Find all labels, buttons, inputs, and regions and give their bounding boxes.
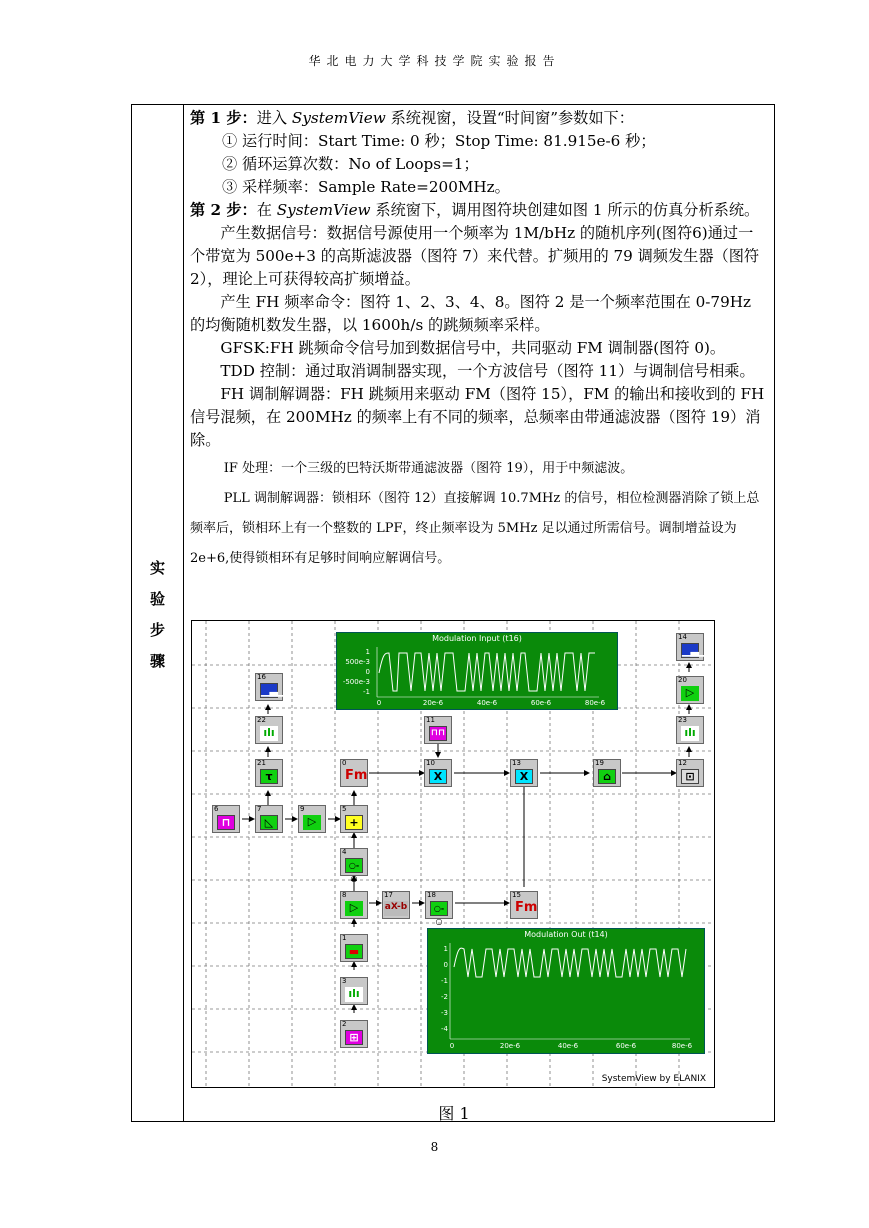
block-19-number: 19 [595,759,604,767]
modulation-out-trace [428,929,704,1053]
block-6-number: 6 [214,805,219,813]
out-ytick-4: -2 [441,993,448,1001]
block-11-square-wave[interactable] [424,716,452,744]
figure-caption: 图 1 [438,1104,470,1123]
step1-item-2: ② 循环运算次数：No of Loops=1； [222,155,479,173]
block-8-number: 8 [342,891,347,899]
block-1-number: 1 [342,934,347,942]
block-22-meter[interactable] [255,716,283,744]
out-xtick-3: 40e-6 [557,1042,579,1050]
block-7-number: 7 [257,805,262,813]
out-xtick-4: 60e-6 [615,1042,637,1050]
paragraph-pll: PLL 调制解调器：锁相环（图符 12）直接解调 10.7MHz 的信号，相位检测器消除了锁上总频率后，锁相环上有一个整数的 LPF，终止频率设为 5MHz 足以通过所需信号。调制增益设为 2e+6,使得锁相环有足够时间响应解调信号。 [190,491,760,566]
block-10-multiplier[interactable] [424,759,452,787]
out-ytick-1: 1 [443,945,448,953]
paragraph-fh-modem: FH 调制解调器：FH 跳频用来驱动 FM（图符 15），FM 的输出和接收到的 FH 信号混频，在 200MHz 的频率上有不同的频率，总频率由带通滤波器（图符 19）消除。 [190,385,765,449]
hold-icon: ○-○ [345,858,363,873]
block-23-number: 23 [678,716,687,724]
out-ytick-2: 0 [443,961,448,969]
page-header: 华北电力大学科技学院实验报告 [308,54,561,68]
block-4-hold[interactable] [340,848,368,883]
block-2-uniform[interactable] [340,1020,368,1048]
gain-icon: ▷ [345,901,363,916]
block-20-number: 20 [678,676,687,684]
in-ytick-5: -1 [363,688,370,696]
fm-icon: Fm [515,900,538,915]
block-15-fm[interactable] [510,891,538,919]
figure-credit: SystemView by ELANIX [601,1074,706,1084]
gain-icon: ▷ [303,815,321,830]
adder-icon: + [345,815,363,830]
side-label-3: 步 [149,621,165,639]
block-13-multiplier[interactable] [510,759,538,787]
block-4-number: 4 [342,848,347,856]
out-ytick-6: -4 [441,1025,448,1033]
sink-icon: ▁▃▁ [261,684,287,697]
out-xtick-2: 20e-6 [499,1042,521,1050]
modulation-input-trace [337,633,617,709]
square-wave-icon: ⊓⊓ [429,726,447,741]
block-16-sink[interactable] [255,673,287,701]
side-column [132,105,184,1121]
out-xtick-5: 80e-6 [671,1042,693,1050]
side-label-1: 实 [149,559,165,577]
block-20-gain[interactable] [676,676,704,704]
in-xtick-3: 40e-6 [476,699,498,707]
page-number: 8 [430,1140,439,1154]
paragraph-gfsk: GFSK:FH 跳频命令信号加到数据信号中，共同驱动 FM 调制器(图符 0)。 [220,339,726,357]
block-9-gain[interactable] [298,805,326,833]
random-icon: ▬ [345,944,363,959]
block-6-source[interactable] [212,805,240,833]
paragraph-if: IF 处理：一个三级的巴特沃斯带通滤波器（图符 19），用于中频滤波。 [223,461,634,476]
in-xtick-5: 80e-6 [584,699,606,707]
block-5-number: 5 [342,805,347,813]
step1-bold: 第 1 步： [190,109,257,127]
block-14-sink[interactable] [676,633,708,661]
block-0-fm[interactable] [340,759,368,787]
block-19-bandpass[interactable] [593,759,621,787]
in-xtick-2: 20e-6 [422,699,444,707]
side-label-2: 验 [149,590,165,608]
block-3-meter[interactable] [340,977,368,1005]
hold-icon: ○-○ [430,901,448,916]
block-7-filter[interactable] [255,805,283,833]
step2-bold: 第 2 步： [190,201,257,219]
block-13-number: 13 [512,759,521,767]
step2-em: SystemView [276,201,371,219]
block-14-number: 14 [678,633,687,641]
paragraph-fh-command: 产生 FH 频率命令：图符 1、2、3、4、8。图符 2 是一个频率范围在 0-79Hz 的均衡随机数发生器，以 1600h/s 的跳频频率采样。 [190,293,751,334]
bandpass-icon: ⌂ [598,769,616,784]
block-18-hold[interactable] [425,891,453,926]
uniform-icon: ⊞ [345,1030,363,1045]
modulation-input-plot [336,632,618,710]
block-3-number: 3 [342,977,347,985]
step1-heading [190,107,768,130]
in-ytick-4: -500e-3 [342,678,370,686]
multiplier-icon: X [429,769,447,784]
block-5-adder[interactable] [340,805,368,833]
out-xtick-1: 0 [449,1042,455,1050]
meter-icon: ılı [345,987,363,1002]
out-ytick-3: -1 [441,977,448,985]
block-15-number: 15 [512,891,521,899]
block-9-number: 9 [300,805,305,813]
in-ytick-2: 500e-3 [345,658,370,666]
in-xtick-1: 0 [376,699,382,707]
block-2-number: 2 [342,1020,347,1028]
delay-icon: τ [260,769,278,784]
meter-icon: ılı [260,726,278,741]
step2-text-a: 在 [256,201,277,219]
block-17-number: 17 [384,891,393,899]
step1-text-b: 系统视窗，设置“时间窗”参数如下： [385,109,634,127]
block-11-number: 11 [426,716,435,724]
block-1-random[interactable] [340,934,368,962]
block-8-gain[interactable] [340,891,368,919]
in-ytick-1: 1 [365,648,370,656]
block-22-number: 22 [257,716,266,724]
paragraph-data-signal: 产生数据信号：数据信号源使用一个频率为 1M/bHz 的随机序列(图符6)通过一个带宽为 500e+3 的高斯滤波器（图符 7）来代替。扩频用的 79 调频发生器（图符 2），理论上可获得较高扩频增益。 [190,224,760,288]
side-label-4: 骤 [149,652,165,670]
block-21-number: 21 [257,759,266,767]
block-16-number: 16 [257,673,266,681]
pll-icon: ⊡ [681,769,699,784]
step2-text-b: 系统窗下，调用图符块创建如图 1 所示的仿真分析系统。 [370,201,760,219]
systemview-diagram [191,620,715,1088]
block-12-number: 12 [678,759,687,767]
paragraph-tdd: TDD 控制：通过取消调制器实现，一个方波信号（图符 11）与调制信号相乘。 [220,362,755,380]
sink-icon: ▁▃▁ [682,644,708,657]
step1-text-a: 进入 [256,109,292,127]
filter-icon: ◺ [260,815,278,830]
block-18-number: 18 [427,891,436,899]
step-content [190,107,768,574]
step2-heading [190,199,768,222]
step1-item-1: ① 运行时间：Start Time: 0 秒；Stop Time: 81.915e-6 秒； [222,132,656,150]
out-ytick-5: -3 [441,1009,448,1017]
source-icon: ⊓ [217,815,235,830]
multiplier-icon: X [515,769,533,784]
block-21-delay[interactable] [255,759,283,787]
modulation-out-plot [427,928,705,1054]
fm-icon: Fm [345,768,368,783]
block-23-meter[interactable] [676,716,704,744]
meter-icon: ılı [681,726,699,741]
block-17-function[interactable] [382,891,410,919]
step1-item-3: ③ 采样频率：Sample Rate=200MHz。 [222,178,510,196]
in-ytick-3: 0 [365,668,370,676]
step1-em: SystemView [291,109,386,127]
function-icon: aX-b [384,901,408,916]
in-xtick-4: 60e-6 [530,699,552,707]
block-0-number: 0 [342,759,347,767]
block-12-pll[interactable] [676,759,704,787]
modulation-input-title: Modulation Input (t16) [432,634,522,643]
block-10-number: 10 [426,759,435,767]
gain-icon: ▷ [681,686,699,701]
modulation-out-title: Modulation Out (t14) [524,930,608,939]
